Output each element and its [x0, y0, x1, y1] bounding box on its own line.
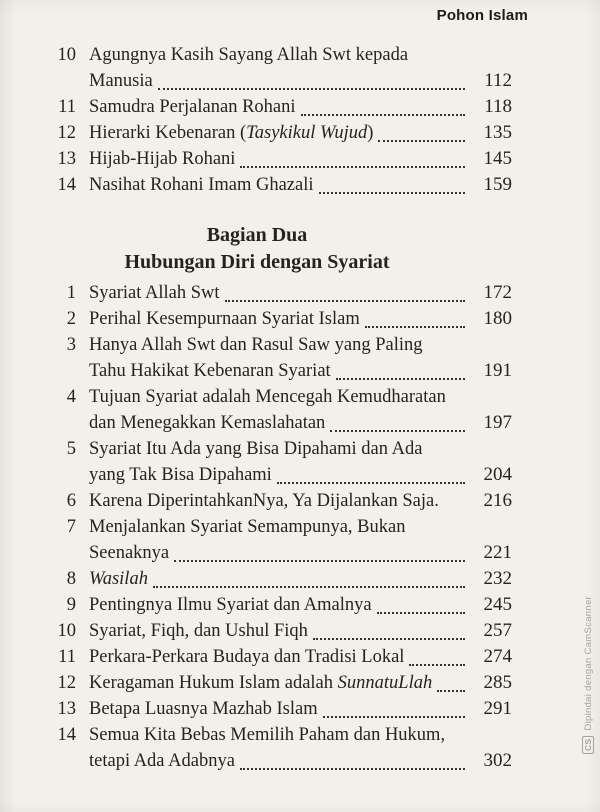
entry-title [89, 68, 153, 94]
dot-leader [437, 690, 465, 692]
entry-number: 13 [57, 149, 76, 169]
entry-number: 13 [57, 699, 76, 719]
entry-title [89, 358, 331, 384]
entry-text: Agungnya Kasih Sayang Allah Swt kepada [89, 45, 409, 65]
entry-number: 12 [57, 123, 76, 143]
entry-title [89, 514, 405, 540]
entry-text: Manusia [89, 71, 153, 91]
entry-text: dan Menegakkan Kemaslahatan [89, 413, 326, 433]
toc-row [46, 332, 512, 358]
entry-title [89, 120, 373, 146]
dot-leader [174, 560, 465, 562]
dot-leader [240, 166, 465, 168]
toc-row [46, 618, 512, 644]
dot-leader [225, 300, 465, 302]
entry-title [89, 696, 318, 722]
entry-text: Syariat Allah Swt [89, 283, 220, 303]
entry-page-number: 204 [483, 464, 512, 485]
table-of-contents [46, 42, 512, 774]
entry-text-italic: SunnatuLlah [337, 673, 433, 693]
entry-text: Betapa Luasnya Mazhab Islam [89, 699, 318, 719]
entry-title [89, 644, 404, 670]
entry-page-number: 274 [483, 646, 512, 667]
dot-leader [313, 638, 465, 640]
toc-row [46, 306, 512, 332]
toc-row [46, 94, 512, 120]
toc-row [46, 566, 512, 592]
entry-number: 14 [57, 725, 76, 745]
scanner-watermark-text-wrap [582, 596, 594, 754]
entry-title [89, 94, 296, 120]
toc-row [46, 644, 512, 670]
entry-title [89, 566, 148, 592]
entry-title [89, 410, 325, 436]
toc-row [46, 436, 512, 462]
entry-page-number: 118 [484, 96, 512, 117]
toc-row [46, 146, 512, 172]
entry-number: 3 [66, 335, 76, 355]
entry-page-number: 285 [483, 672, 512, 693]
entry-title [89, 42, 408, 68]
entry-title [89, 748, 235, 774]
entry-page-number: 245 [483, 594, 512, 615]
entry-text: Hanya Allah Swt dan Rasul Saw yang Paling [89, 335, 423, 355]
entry-number: 12 [57, 673, 76, 693]
toc-row-continuation [46, 748, 512, 774]
entry-text: Keragaman Hukum Islam adalah [89, 673, 338, 693]
entry-page-number: 291 [483, 698, 512, 719]
entry-text: yang Tak Bisa Dipahami [89, 465, 272, 485]
toc-row-continuation [46, 68, 512, 94]
entry-text: Seenaknya [89, 543, 170, 563]
entry-number: 1 [66, 283, 76, 303]
dot-leader [377, 612, 465, 614]
entry-text: ) [367, 123, 374, 143]
dot-leader [277, 482, 465, 484]
entry-number: 14 [57, 175, 76, 195]
entry-title [89, 540, 169, 566]
entry-page-number: 180 [483, 308, 512, 329]
entry-text-italic: Tasykikul Wujud [246, 123, 368, 143]
toc-row [46, 670, 512, 696]
scanner-watermark [582, 596, 598, 806]
entry-number: 11 [58, 647, 76, 667]
entry-text: tetapi Ada Adabnya [89, 751, 235, 771]
dot-leader [323, 716, 465, 718]
dot-leader [301, 114, 465, 116]
entry-title [89, 146, 235, 172]
running-head-book-title: Pohon Islam [436, 7, 528, 24]
toc-row-continuation [46, 410, 512, 436]
entry-page-number: 112 [484, 70, 512, 91]
entry-page-number: 172 [483, 282, 512, 303]
scanner-watermark-text: Dipindai dengan CamScanner [583, 596, 594, 731]
entry-text: Perkara-Perkara Budaya dan Tradisi Lokal [89, 647, 405, 667]
entry-number: 7 [66, 517, 76, 537]
dot-leader [409, 664, 465, 666]
entry-title [89, 306, 360, 332]
entry-title [89, 592, 372, 618]
entry-title [89, 670, 432, 696]
entry-text: Menjalankan Syariat Semampunya, Bukan [89, 517, 406, 537]
toc-row [46, 384, 512, 410]
toc-row [46, 696, 512, 722]
entry-number: 11 [58, 97, 76, 117]
dot-leader [365, 326, 465, 328]
dot-leader [158, 88, 465, 90]
entry-page-number: 159 [483, 174, 512, 195]
entry-number: 10 [57, 45, 76, 65]
entry-title [89, 280, 220, 306]
entry-number: 4 [66, 387, 76, 407]
entry-text: Syariat Itu Ada yang Bisa Dipahami dan Ada [89, 439, 423, 459]
entry-text: Karena DiperintahkanNya, Ya Dijalankan Saja. [89, 491, 439, 511]
entry-title [89, 488, 439, 514]
toc-row [46, 120, 512, 146]
toc-row-continuation [46, 462, 512, 488]
entry-number: 6 [66, 491, 76, 511]
entry-page-number: 257 [483, 620, 512, 641]
entry-page-number: 135 [483, 122, 512, 143]
entry-title [89, 618, 308, 644]
entry-page-number: 221 [483, 542, 512, 563]
toc-row [46, 592, 512, 618]
dot-leader [330, 430, 465, 432]
dot-leader [240, 768, 465, 770]
entry-text: Tujuan Syariat adalah Mencegah Kemudharatan [89, 387, 446, 407]
entry-text-italic: Wasilah [89, 569, 148, 589]
camscanner-logo-icon: CS [582, 736, 594, 754]
dot-leader [336, 378, 465, 380]
toc-row [46, 280, 512, 306]
section-heading-title: Hubungan Diri dengan Syariat [124, 251, 390, 273]
entry-number: 10 [57, 621, 76, 641]
entry-text: Nasihat Rohani Imam Ghazali [89, 175, 314, 195]
entry-text: Tahu Hakikat Kebenaran Syariat [89, 361, 331, 381]
entry-title [89, 436, 422, 462]
entry-title [89, 462, 272, 488]
toc-row [46, 722, 512, 748]
entry-text: Syariat, Fiqh, dan Ushul Fiqh [89, 621, 308, 641]
entry-page-number: 145 [483, 148, 512, 169]
toc-row [46, 172, 512, 198]
dot-leader [153, 586, 465, 588]
toc-row-continuation [46, 540, 512, 566]
entry-number: 2 [66, 309, 76, 329]
entry-text: Hierarki Kebenaran ( [89, 123, 247, 143]
dot-leader [319, 192, 465, 194]
entry-page-number: 232 [483, 568, 512, 589]
entry-title [89, 384, 446, 410]
entry-page-number: 191 [483, 360, 512, 381]
entry-text: Perihal Kesempurnaan Syariat Islam [89, 309, 360, 329]
toc-row [46, 42, 512, 68]
dot-leader [378, 140, 465, 142]
entry-text: Pentingnya Ilmu Syariat dan Amalnya [89, 595, 372, 615]
toc-row [46, 514, 512, 540]
entry-text: Hijab-Hijab Rohani [89, 149, 236, 169]
entry-page-number: 216 [483, 490, 512, 511]
entry-number: 8 [66, 569, 76, 589]
entry-title [89, 332, 422, 358]
entry-text: Samudra Perjalanan Rohani [89, 97, 296, 117]
entry-page-number: 302 [483, 750, 512, 771]
entry-number: 5 [66, 439, 76, 459]
entry-text: Semua Kita Bebas Memilih Paham dan Hukum, [89, 725, 446, 745]
toc-row-continuation [46, 358, 512, 384]
section-heading-part: Bagian Dua [206, 224, 308, 246]
toc-row [46, 488, 512, 514]
entry-title [89, 722, 445, 748]
entry-title [89, 172, 314, 198]
entry-page-number: 197 [483, 412, 512, 433]
entry-number: 9 [66, 595, 76, 615]
